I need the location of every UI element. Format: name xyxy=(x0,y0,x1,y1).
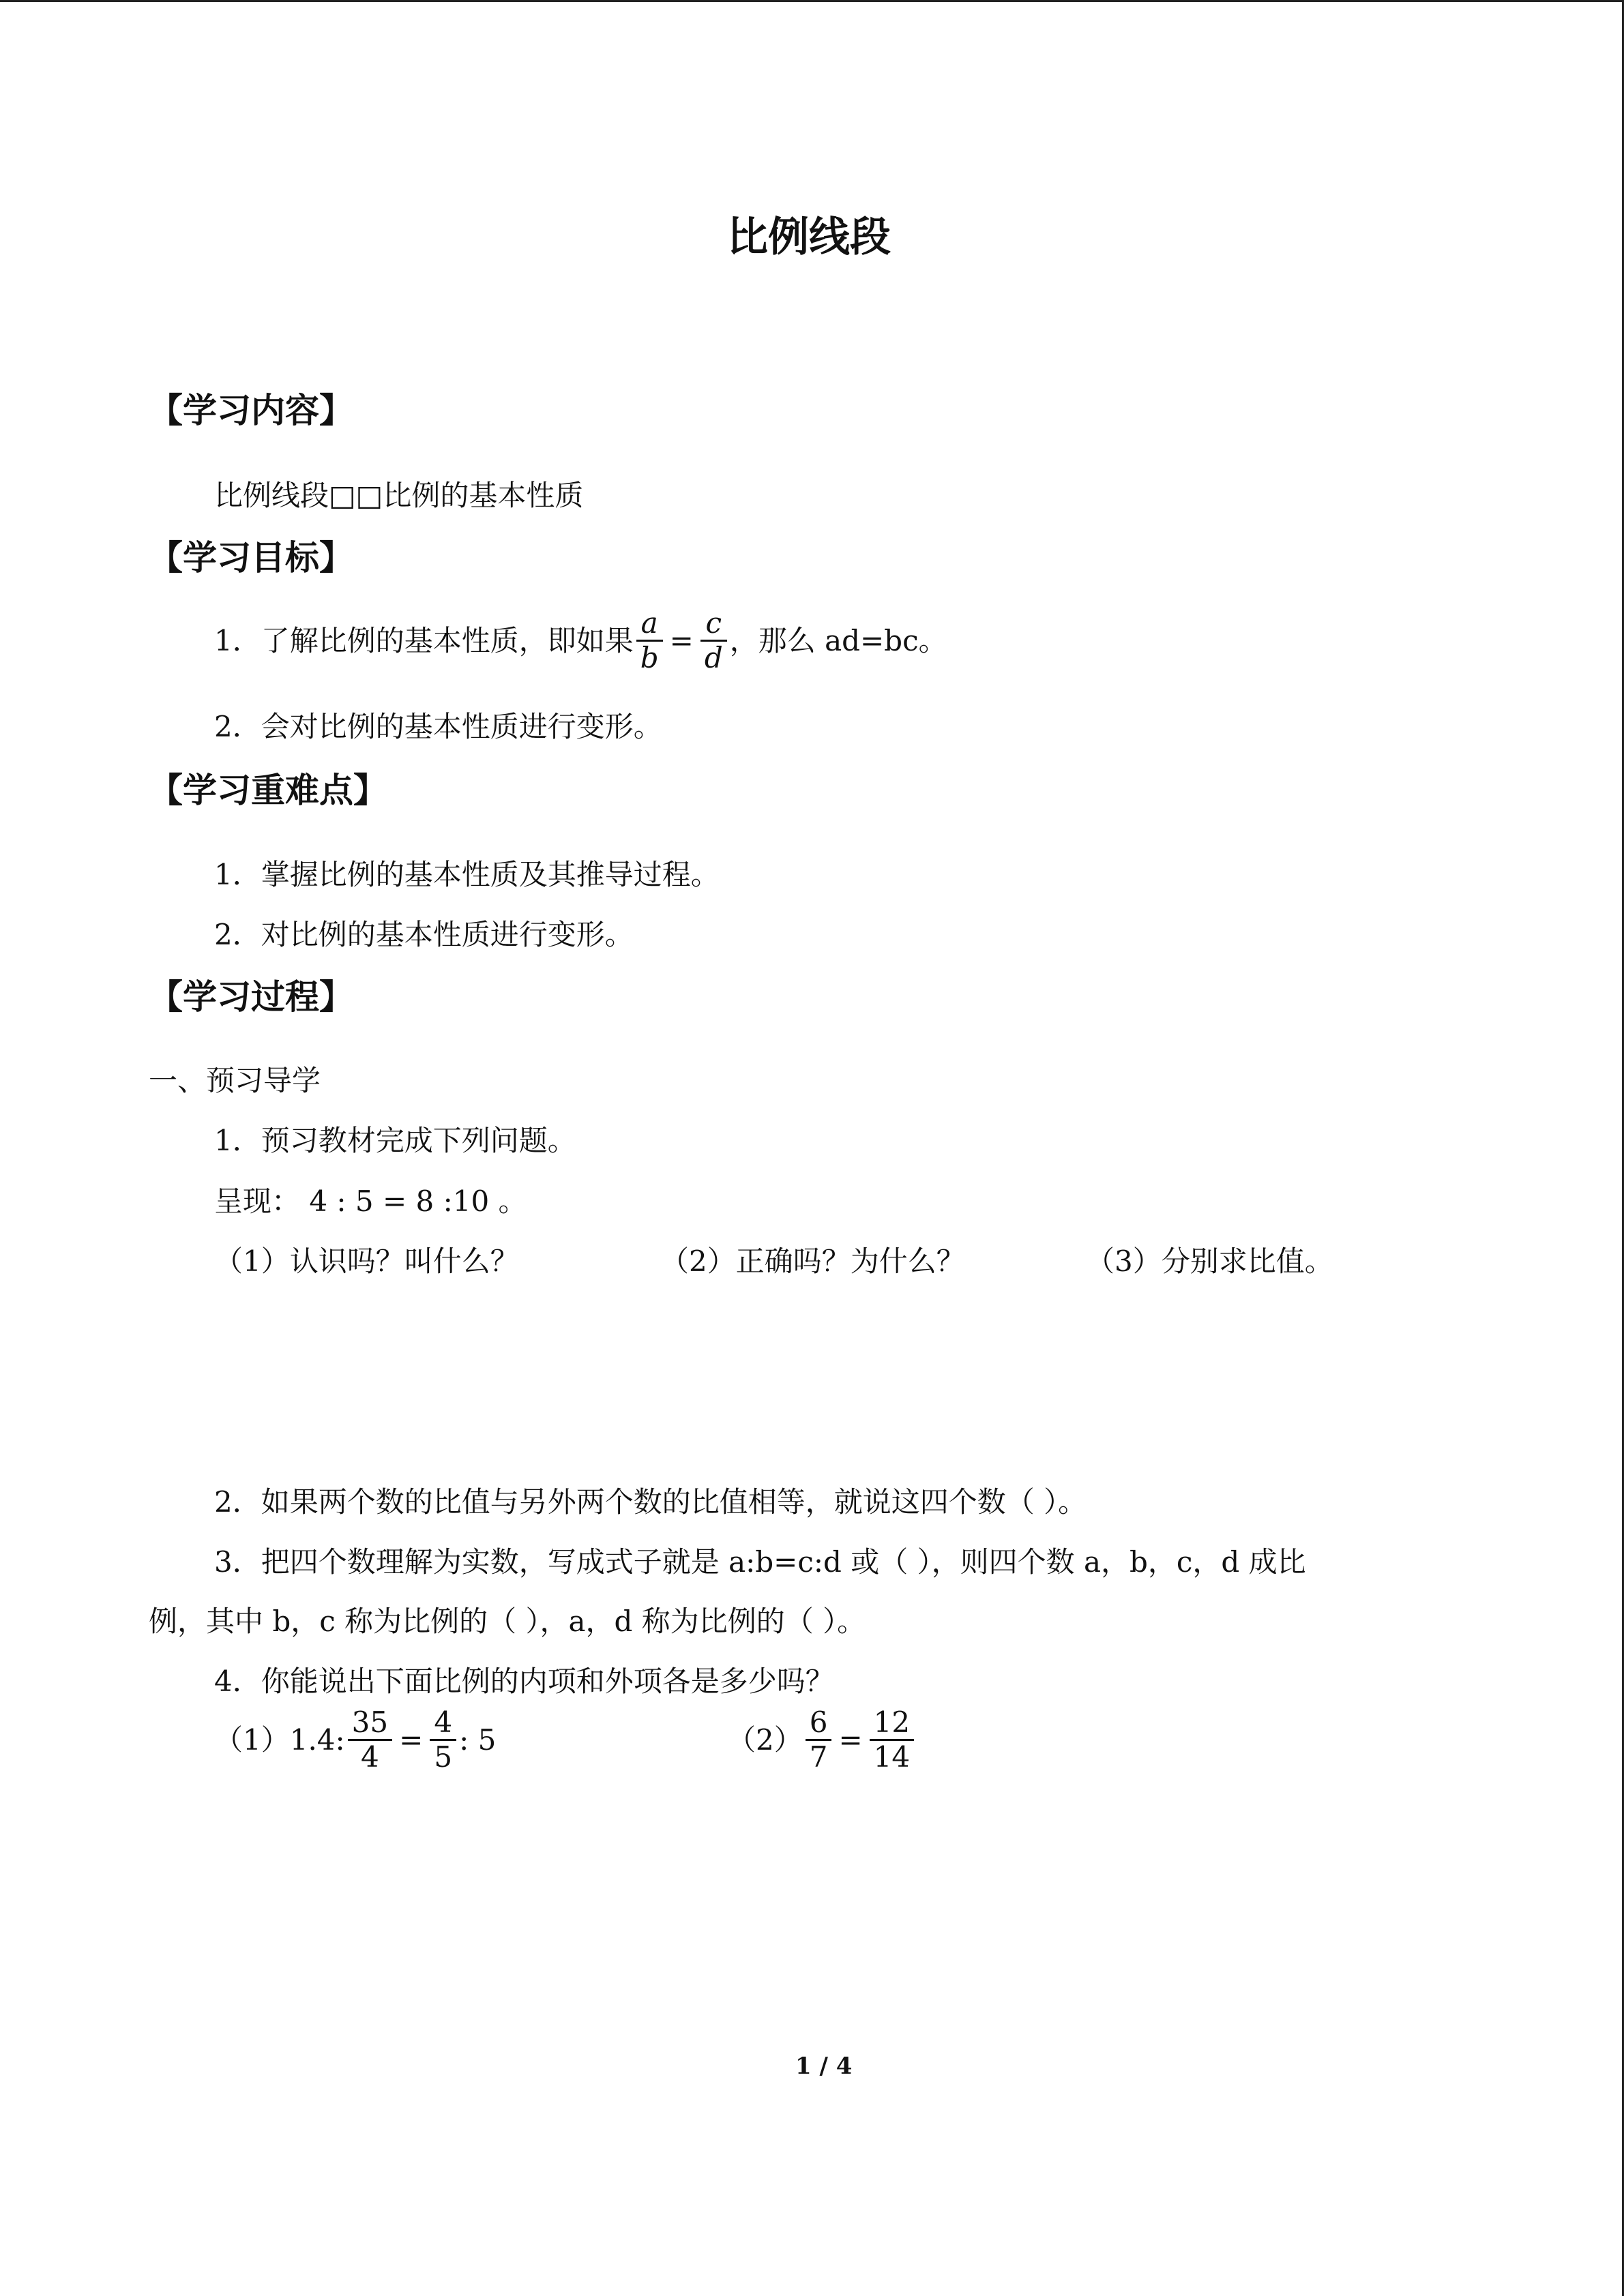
goal-item-1 xyxy=(214,607,947,675)
fraction-numerator: 6 xyxy=(806,1706,832,1741)
content-text: 比例线段□□比例的基本性质 xyxy=(214,479,584,512)
goal1-suffix: ，那么 ad=bc。 xyxy=(729,623,947,657)
fraction-numerator: 12 xyxy=(870,1706,914,1741)
section-heading-key-points: 【学习重难点】 xyxy=(149,771,387,810)
equals-sign: = xyxy=(669,623,694,657)
sub-question-2: （2）正确吗？为什么？ xyxy=(660,1244,965,1278)
section-heading-process: 【学习过程】 xyxy=(149,977,353,1017)
fraction-denominator: 5 xyxy=(434,1740,453,1774)
fraction-6-over-7 xyxy=(806,1706,832,1774)
fraction-12-over-14 xyxy=(870,1706,914,1774)
fraction-numerator: a xyxy=(636,607,663,642)
question-1: 1．预习教材完成下列问题。 xyxy=(214,1124,576,1157)
example2-prefix: （2） xyxy=(727,1723,803,1757)
sub-question-3: （3）分别求比值。 xyxy=(1086,1244,1333,1278)
section-heading-content: 【学习内容】 xyxy=(149,391,353,430)
fraction-numerator: 35 xyxy=(348,1706,392,1741)
question-3-line-2: 例，其中 b，c 称为比例的（ ），a，d 称为比例的（ ）。 xyxy=(149,1605,866,1638)
part-one-title: 一、预习导学 xyxy=(149,1064,321,1097)
goal1-prefix: 1．了解比例的基本性质，即如果 xyxy=(214,623,634,657)
fraction-denominator: 14 xyxy=(873,1740,911,1774)
example1-prefix: （1）1.4: xyxy=(214,1723,345,1757)
question-4: 4．你能说出下面比例的内项和外项各是多少吗？ xyxy=(214,1665,834,1698)
sub-question-1: （1）认识吗？叫什么？ xyxy=(214,1244,519,1278)
example1-suffix: : 5 xyxy=(459,1723,497,1757)
fraction-4-over-5 xyxy=(430,1706,456,1774)
fraction-denominator: 7 xyxy=(809,1740,828,1774)
fraction-numerator: c xyxy=(700,607,727,642)
fraction-a-over-b xyxy=(636,607,663,675)
equals-sign: = xyxy=(838,1723,863,1757)
fraction-denominator: 4 xyxy=(361,1740,379,1774)
fraction-denominator: b xyxy=(640,641,659,675)
page-number: 1 / 4 xyxy=(795,2053,853,2080)
fraction-35-over-4 xyxy=(348,1706,392,1774)
fraction-c-over-d xyxy=(700,607,727,675)
key-point-1: 1．掌握比例的基本性质及其推导过程。 xyxy=(214,858,720,891)
example-1 xyxy=(214,1706,496,1774)
fraction-denominator: d xyxy=(704,641,723,675)
goal-item-2: 2．会对比例的基本性质进行变形。 xyxy=(214,710,662,743)
key-point-2: 2．对比例的基本性质进行变形。 xyxy=(214,918,634,951)
question-2: 2．如果两个数的比值与另外两个数的比值相等，就说这四个数（ ）。 xyxy=(214,1485,1087,1519)
fraction-numerator: 4 xyxy=(430,1706,456,1741)
equals-sign: = xyxy=(399,1723,424,1757)
section-heading-goals: 【学习目标】 xyxy=(149,538,353,578)
document-title: 比例线段 xyxy=(727,213,891,261)
page-border-top xyxy=(0,0,1624,2)
presented-ratio: 呈现： 4 : 5 = 8 :10 。 xyxy=(214,1184,527,1218)
question-3-line-1: 3．把四个数理解为实数，写成式子就是 a:b=c:d 或（ ），则四个数 a，b，c，d 成比 xyxy=(214,1545,1306,1579)
example-2 xyxy=(727,1706,917,1774)
